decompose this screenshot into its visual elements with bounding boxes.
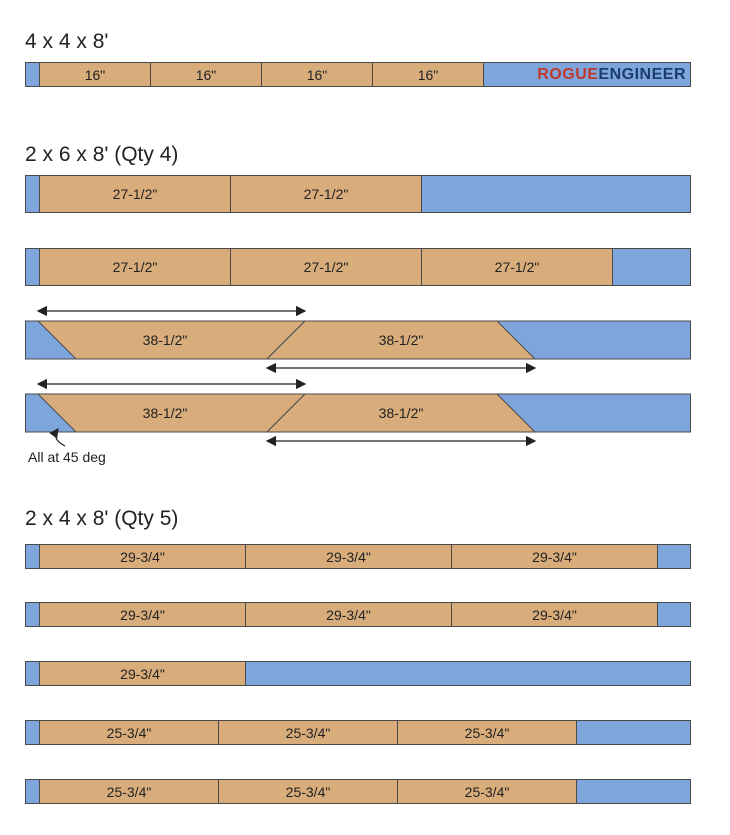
cut-piece: [218, 721, 398, 744]
cut-piece: [397, 780, 577, 803]
cut-label: 29-3/4": [120, 606, 165, 623]
cut-piece: [230, 249, 422, 285]
cut-label: 38-1/2": [378, 332, 424, 348]
angle-note: All at 45 deg: [28, 449, 106, 465]
cut-label: 16": [195, 66, 217, 83]
cut-label: 25-3/4": [285, 783, 331, 800]
cut-piece: [451, 603, 658, 626]
cut-label: 16": [306, 66, 328, 83]
cut-piece: [39, 63, 151, 86]
cut-label: 25-3/4": [285, 724, 331, 741]
cut-piece: [421, 249, 613, 285]
cut-piece: [39, 545, 246, 568]
cut-label: 27-1/2": [112, 259, 158, 275]
section-title-2x6: 2 x 6 x 8' (Qty 4): [25, 143, 179, 166]
cut-piece: [39, 780, 219, 803]
cut-label: 25-3/4": [464, 724, 510, 741]
cut-label: 25-3/4": [106, 724, 152, 741]
cut-piece: [39, 176, 231, 212]
cut-piece: [451, 545, 658, 568]
board-2x6-angled: [25, 305, 691, 375]
cut-label: 27-1/2": [112, 186, 158, 202]
board-2x4: [25, 602, 691, 627]
cut-label: 29-3/4": [532, 606, 577, 623]
cut-piece: [372, 63, 484, 86]
cut-label: 25-3/4": [464, 783, 510, 800]
cut-piece: [261, 63, 373, 86]
brand-logo: ROGUEENGINEER: [537, 65, 686, 83]
cut-label: 25-3/4": [106, 783, 152, 800]
cut-piece: [39, 603, 246, 626]
cut-label: 38-1/2": [142, 405, 188, 421]
cut-piece: [397, 721, 577, 744]
cut-label: 29-3/4": [326, 548, 371, 565]
cut-piece: [39, 249, 231, 285]
cut-label: 27-1/2": [303, 259, 349, 275]
cut-label: 29-3/4": [120, 665, 165, 682]
cut-piece: [245, 603, 452, 626]
cut-label: 29-3/4": [120, 548, 165, 565]
cut-label: 16": [417, 66, 439, 83]
section-title-4x4: 4 x 4 x 8': [25, 30, 109, 53]
section-title-2x4: 2 x 4 x 8' (Qty 5): [25, 507, 179, 530]
cut-label: 16": [84, 66, 106, 83]
board-2x6-angled: [25, 377, 691, 447]
board-2x4: [25, 779, 691, 804]
cut-piece: [245, 545, 452, 568]
cut-label: 29-3/4": [532, 548, 577, 565]
board-2x6: [25, 175, 691, 213]
board-4x4: [25, 62, 691, 87]
board-2x4: [25, 544, 691, 569]
board-2x6: [25, 248, 691, 286]
cut-piece: [39, 721, 219, 744]
cut-piece: [230, 176, 422, 212]
board-2x4: [25, 661, 691, 686]
board-2x4: [25, 720, 691, 745]
cut-label: 27-1/2": [494, 259, 540, 275]
cut-label: 38-1/2": [378, 405, 424, 421]
cut-piece: [218, 780, 398, 803]
cut-piece: [39, 662, 246, 685]
cut-label: 38-1/2": [142, 332, 188, 348]
cut-label: 29-3/4": [326, 606, 371, 623]
cut-label: 27-1/2": [303, 186, 349, 202]
cut-piece: [150, 63, 262, 86]
